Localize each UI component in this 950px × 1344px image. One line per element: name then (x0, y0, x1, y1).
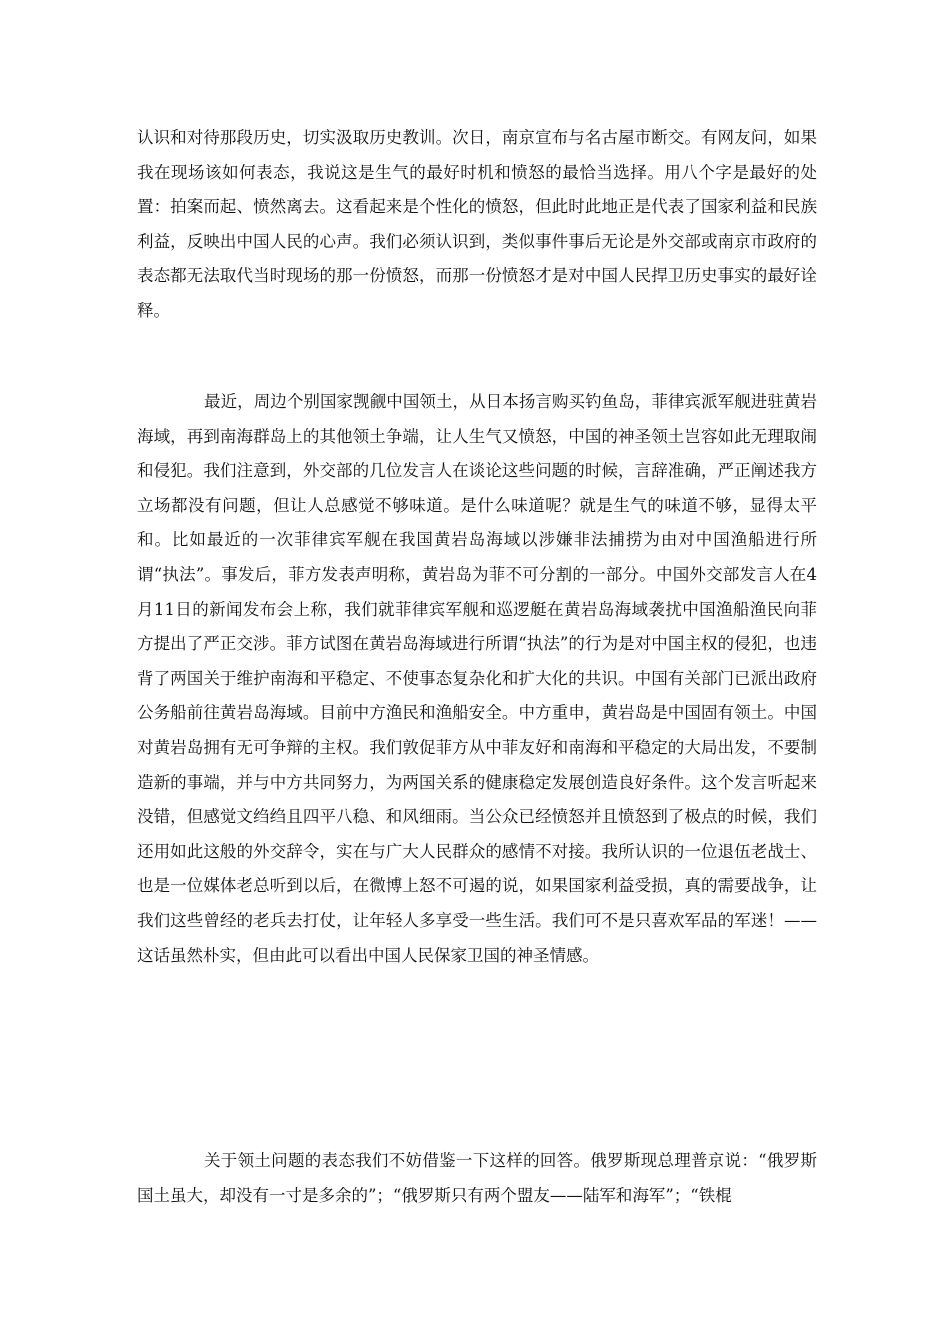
paragraph-2: 最近，周边个别国家觊觎中国领土，从日本扬言购买钓鱼岛，菲律宾派军舰进驻黄岩海域，再到南海群岛上的其他领土争端，让人生气又愤怒，中国的神圣领土岂容如此无理取闹和侵犯。我们注意到，外交部的几位发言人在谈论这些问题的时候，言辞准确，严正阐述我方立场都没有问题，但让人总感觉不够味道。是什么味道呢？就是生气的味道不够，显得太平和。比如最近的一次菲律宾军舰在我国黄岩岛海域以涉嫌非法捕捞为由对中国渔船进行所谓“执法”。事发后，菲方发表声明称，黄岩岛为菲不可分割的一部分。中国外交部发言人在4月11日的新闻发布会上称，我们就菲律宾军舰和巡逻艇在黄岩岛海域袭扰中国渔船渔民向菲方提出了严正交涉。菲方试图在黄岩岛海域进行所谓“执法”的行为是对中国主权的侵犯，也违背了两国关于维护南海和平稳定、不使事态复杂化和扩大化的共识。中国有关部门已派出政府公务船前往黄岩岛海域。目前中方渔民和渔船安全。中方重申，黄岩岛是中国固有领土。中国对黄岩岛拥有无可争辩的主权。我们敦促菲方从中菲友好和南海和平稳定的大局出发，不要制造新的事端，并与中方共同努力，为两国关系的健康稳定发展创造良好条件。这个发言听起来没错，但感觉文绉绉且四平八稳、和风细雨。当公众已经愤怒并且愤怒到了极点的时候，我们还用如此这般的外交辞令，实在与广大人民群众的感情不对接。我所认识的一位退伍老战士、也是一位媒体老总听到以后，在微博上怒不可遏的说，如果国家利益受损，真的需要战争，让我们这些曾经的老兵去打仗，让年轻人多享受一些生活。我们可不是只喜欢军品的军迷！——这话虽然朴实，但由此可以看出中国人民保家卫国的神圣情感。 (137, 392, 817, 965)
paragraph-3: 关于领土问题的表态我们不妨借鉴一下这样的回答。俄罗斯现总理普京说：“俄罗斯国土虽大，却没有一寸是多余的”；“俄罗斯只有两个盟友——陆军和海军”；“铁棍 (137, 1151, 817, 1205)
paragraph-1: 认识和对待那段历史，切实汲取历史教训。次日，南京宣布与名古屋市断交。有网友问，如果我在现场该如何表态，我说这是生气的最好时机和愤怒的最恰当选择。用八个字是最好的处置：拍案而起、愤然离去。这看起来是个性化的愤怒，但此时此地正是代表了国家利益和民族利益，反映出中国人民的心声。我们必须认识到，类似事件事后无论是外交部或南京市政府的表态都无法取代当时现场的那一份愤怒，而那一份愤怒才是对中国人民捍卫历史事实的最好诠释。 (137, 128, 817, 320)
